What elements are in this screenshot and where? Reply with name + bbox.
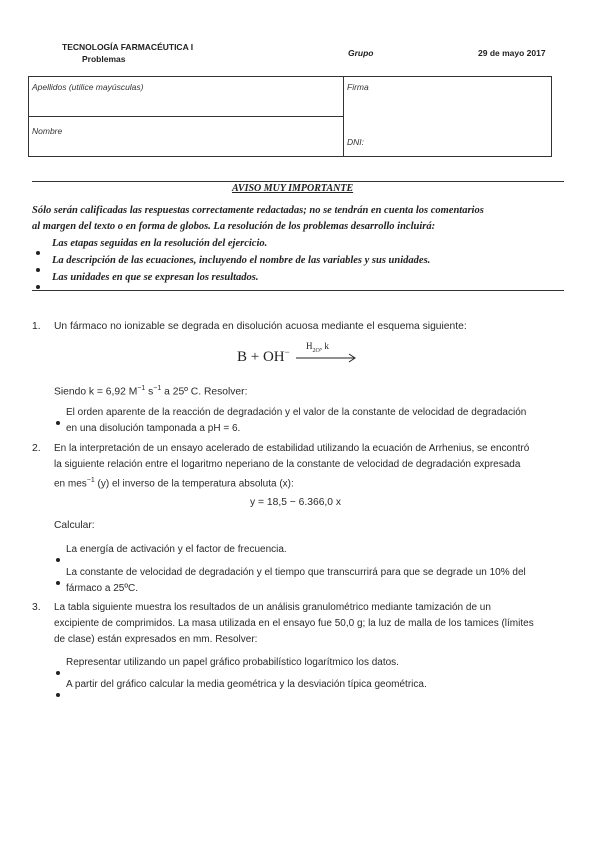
problem-2-line-3: en mes$^{-1}$ (y) el inverso de la temperatura absoluta (x): bbox=[54, 477, 294, 490]
notice-bottom-rule bbox=[32, 290, 564, 291]
problem-3-line-1: La tabla siguiente muestra los resultados de un análisis granulométrico mediante tamización de un bbox=[54, 602, 491, 613]
signature-label: Firma bbox=[347, 82, 369, 92]
problem-3-task-1: Representar utilizando un papel gráfico probabilístico logarítmico los datos. bbox=[66, 657, 399, 668]
problem-1-number: 1. bbox=[32, 321, 41, 332]
notice-top-rule bbox=[32, 181, 564, 182]
notice-bullet bbox=[36, 276, 40, 294]
reaction-arrow-label: $H_{2O}$, k bbox=[306, 341, 329, 354]
notice-item-2: La descripción de las ecuaciones, incluyendo el nombre de las variables y sus unidades. bbox=[52, 255, 431, 266]
problem-1-task-1-line-1: El orden aparente de la reacción de degradación y el valor de la constante de velocidad de degradación bbox=[66, 407, 527, 418]
notice-line-2: al margen del texto o en forma de globos. La resolución de los problemas desarrollo incluirá: bbox=[32, 221, 436, 232]
problem-2-equation: y = 18,5 − 6.366,0 x bbox=[250, 497, 342, 508]
problem-1-bullet bbox=[56, 412, 60, 430]
name-divider bbox=[29, 116, 343, 117]
signature-box[interactable] bbox=[344, 76, 552, 157]
id-label: DNI: bbox=[347, 137, 364, 147]
problem-2-task-2-line-1: La constante de velocidad de degradación y el tiempo que transcurrirá para que se degrade un 10% del bbox=[66, 567, 526, 578]
name-label: Nombre bbox=[32, 126, 63, 136]
problem-3-task-2: A partir del gráfico calcular la media geométrica y la desviación típica geométrica. bbox=[66, 679, 427, 690]
problem-1-given: Siendo k = 6,92 $M^{-1}$ $s^{-1}$ a 25º C. Resolver: bbox=[54, 385, 248, 398]
problem-2-number: 2. bbox=[32, 443, 41, 454]
notice-bullet bbox=[36, 259, 40, 277]
problem-2-bullet bbox=[56, 572, 60, 590]
problem-3-line-3: de clase) están expresados en mm. Resolver: bbox=[54, 634, 258, 645]
problem-2-calc-label: Calcular: bbox=[54, 520, 95, 531]
problem-2-line-2: la siguiente relación entre el logaritmo neperiano de la constante de velocidad de degradación expresada bbox=[54, 459, 521, 470]
exam-date: 29 de mayo 2017 bbox=[478, 48, 546, 58]
problem-3-number: 3. bbox=[32, 602, 41, 613]
problem-2-task-2-line-2: fármaco a 25ºC. bbox=[66, 583, 139, 594]
notice-bullet bbox=[36, 242, 40, 260]
course-title: TECNOLOGÍA FARMACÉUTICA I bbox=[62, 42, 194, 52]
notice-line-1: Sólo serán calificadas las respuestas correctamente redactadas; no se tendrán en cuenta los comentarios bbox=[32, 205, 484, 216]
problem-3-bullet bbox=[56, 662, 60, 680]
reaction-arrow-icon bbox=[296, 353, 358, 363]
problem-2-task-1: La energía de activación y el factor de frecuencia. bbox=[66, 544, 287, 555]
notice-title: AVISO MUY IMPORTANTE bbox=[232, 183, 354, 194]
problem-3-bullet bbox=[56, 684, 60, 702]
course-subtitle: Problemas bbox=[82, 54, 126, 64]
problem-1-equation: B + OH− bbox=[237, 347, 290, 365]
problem-1-statement: Un fármaco no ionizable se degrada en disolución acuosa mediante el esquema siguiente: bbox=[54, 321, 467, 332]
problem-1-task-1-line-2: en una disolución tamponada a pH = 6. bbox=[66, 423, 241, 434]
problem-2-bullet bbox=[56, 549, 60, 567]
group-label: Grupo bbox=[348, 48, 374, 58]
problem-2-line-1: En la interpretación de un ensayo acelerado de estabilidad utilizando la ecuación de Arrhenius, se encontró bbox=[54, 443, 530, 454]
problem-3-line-2: excipiente de comprimidos. La masa utilizada en el ensayo fue 50,0 g; la luz de malla de los tamices (límites bbox=[54, 618, 534, 629]
notice-item-3: Las unidades en que se expresan los resultados. bbox=[52, 272, 259, 283]
surname-label: Apellidos (utilice mayúsculas) bbox=[32, 82, 144, 92]
student-name-box[interactable] bbox=[28, 76, 344, 157]
notice-item-1: Las etapas seguidas en la resolución del ejercicio. bbox=[52, 238, 268, 249]
